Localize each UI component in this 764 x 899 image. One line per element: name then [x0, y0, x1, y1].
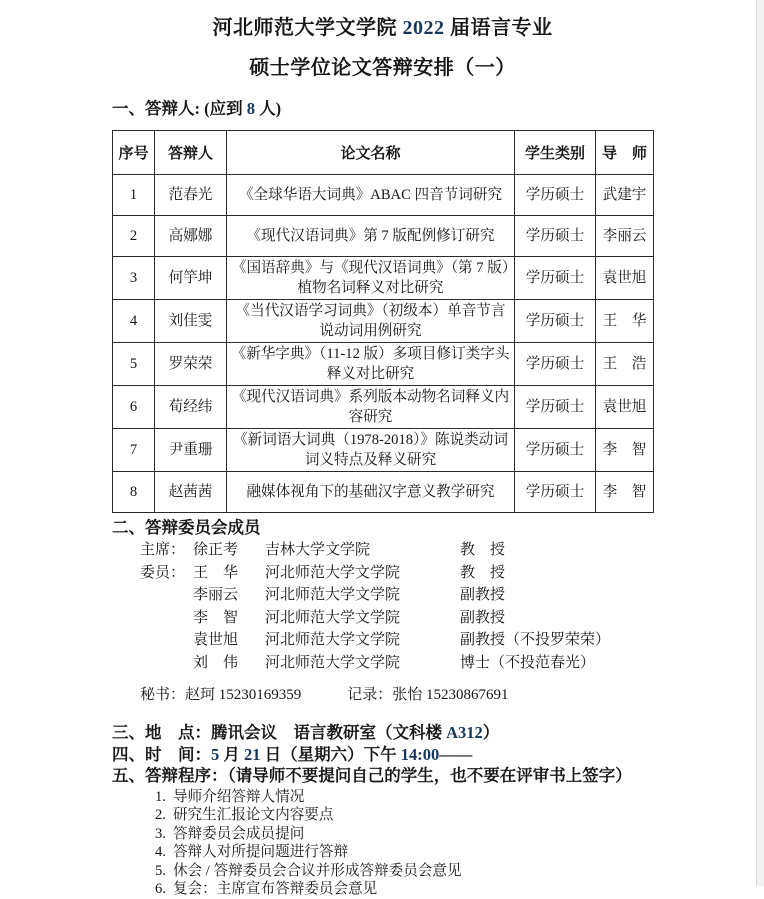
member-name: 王 华 — [193, 564, 239, 581]
recorder-label: 记录： — [347, 687, 393, 703]
procedure-heading: 五、答辩程序：（请导师不要提问自己的学生，也不要在评审书上签字） — [112, 766, 632, 785]
member-title: 副教授（不投罗荣荣） — [460, 632, 611, 648]
step-text: 研究生汇报论文内容要点 — [172, 807, 334, 823]
cell-thesis: 《国语辞典》与《现代汉语词典》（第 7 版）植物名词释义对比研究 — [227, 257, 515, 300]
cell-no: 3 — [113, 257, 155, 300]
member-title: 博士（不投范春光） — [460, 654, 596, 671]
cell-supervisor: 李 智 — [596, 472, 654, 513]
member-role-label: 委员： — [140, 564, 186, 581]
member-org: 河北师范大学文学院 — [265, 564, 401, 581]
committee-heading: 二、答辩委员会成员 — [112, 518, 261, 537]
member-title: 教 授 — [460, 564, 506, 581]
member-name: 李丽云 — [193, 587, 239, 603]
cell-supervisor: 李丽云 — [596, 216, 654, 257]
time-clock: 14:00 — [400, 744, 440, 764]
cell-name: 刘佳雯 — [155, 300, 227, 343]
time-day: 5 — [211, 744, 220, 764]
page-edge-shadow — [756, 0, 764, 886]
time-line — [112, 744, 653, 766]
cell-no: 2 — [113, 216, 155, 257]
member-name: 李 智 — [193, 609, 239, 626]
section1-heading — [112, 98, 653, 120]
step-number: 5. — [155, 862, 166, 879]
secretary-name-phone: 赵珂 15230169359 — [185, 687, 302, 703]
step-number: 6. — [155, 881, 166, 897]
step-text: 导师介绍答辩人情况 — [172, 788, 305, 805]
member-title: 副教授 — [460, 587, 506, 603]
table-row — [113, 343, 654, 386]
col-header-name: 答辩人 — [155, 131, 227, 175]
procedure-step — [155, 825, 653, 844]
cell-no: 1 — [113, 175, 155, 216]
location-room: A312 — [446, 723, 483, 742]
member-org: 河北师范大学文学院 — [265, 609, 401, 626]
table-row — [113, 472, 654, 513]
committee-member-row — [112, 652, 653, 675]
table-row — [113, 300, 654, 343]
recorder-name-phone: 张怡 15230867691 — [392, 687, 509, 703]
col-header-category: 学生类别 — [515, 131, 596, 175]
secretary-label: 秘书： — [140, 687, 186, 703]
procedure-step — [155, 788, 653, 807]
cell-name: 高娜娜 — [155, 216, 227, 257]
cell-name: 范春光 — [155, 175, 227, 216]
info-lines — [112, 722, 653, 787]
section1-count: 8 — [246, 99, 255, 118]
cell-category: 学历硕士 — [515, 175, 596, 216]
title-year: 2022 — [402, 17, 445, 39]
procedure-step — [155, 806, 653, 825]
section1-heading-text: 一、答辩人: (应到 — [112, 99, 247, 118]
cell-category: 学历硕士 — [515, 472, 596, 513]
cell-supervisor: 袁世旭 — [596, 257, 654, 300]
member-name: 刘 伟 — [193, 654, 239, 671]
member-org: 河北师范大学文学院 — [265, 632, 401, 648]
member-role-label: 主席： — [140, 542, 186, 558]
member-name: 徐正考 — [193, 542, 239, 558]
cell-thesis: 《新词语大词典（1978-2018）》陈说类动词词义特点及释义研究 — [227, 429, 515, 472]
time-date: 21 — [244, 744, 261, 764]
member-title: 教 授 — [460, 542, 506, 558]
time-dash: —— — [439, 744, 473, 764]
procedure-steps — [112, 788, 653, 899]
cell-category: 学历硕士 — [515, 257, 596, 300]
cell-name: 赵茜茜 — [155, 472, 227, 513]
table-row — [113, 386, 654, 429]
time-text: 四、时 间： — [112, 744, 211, 764]
cell-supervisor: 袁世旭 — [596, 386, 654, 429]
cell-no: 6 — [113, 386, 155, 429]
cell-no: 8 — [113, 472, 155, 513]
step-number: 3. — [155, 825, 166, 842]
member-org: 河北师范大学文学院 — [265, 654, 401, 671]
step-number: 1. — [155, 788, 166, 805]
cell-name: 荀经纬 — [155, 386, 227, 429]
procedure-step — [155, 843, 653, 862]
cell-category: 学历硕士 — [515, 343, 596, 386]
time-text3: 日（星期六）下午 — [260, 744, 401, 764]
table-row — [113, 175, 654, 216]
col-header-supervisor: 导 师 — [596, 131, 654, 175]
step-number: 4. — [155, 844, 166, 860]
member-org: 河北师范大学文学院 — [265, 587, 401, 603]
cell-supervisor: 李 智 — [596, 429, 654, 472]
cell-name: 何竽坤 — [155, 257, 227, 300]
col-header-thesis: 论文名称 — [227, 131, 515, 175]
member-org: 吉林大学文学院 — [265, 542, 371, 558]
cell-category: 学历硕士 — [515, 216, 596, 257]
title-text: 河北师范大学文学院 — [212, 17, 403, 39]
step-text: 休会 / 答辩委员会合议并形成答辩委员会意见 — [172, 862, 462, 879]
committee-member-row — [112, 562, 653, 585]
committee-member-row — [112, 607, 653, 630]
table-row — [113, 429, 654, 472]
procedure-step — [155, 880, 653, 899]
cell-name: 尹重珊 — [155, 429, 227, 472]
time-text2: 月 — [219, 744, 244, 764]
location-line — [112, 722, 653, 744]
cell-thesis: 《全球华语大词典》ABAC 四音节词研究 — [227, 175, 515, 216]
step-text: 答辩人对所提问题进行答辩 — [172, 844, 349, 860]
cell-category: 学历硕士 — [515, 300, 596, 343]
step-number: 2. — [155, 807, 166, 823]
cell-thesis: 《现代汉语词典》系列版本动物名词释义内容研究 — [227, 386, 515, 429]
secretary-line — [112, 684, 653, 706]
cell-category: 学历硕士 — [515, 429, 596, 472]
table-row — [113, 257, 654, 300]
committee-member-row — [112, 584, 653, 607]
procedure-step — [155, 862, 653, 881]
table-row — [113, 216, 654, 257]
step-text: 复会：主席宣布答辩委员会意见 — [172, 881, 378, 897]
member-title: 副教授 — [460, 609, 506, 626]
cell-supervisor: 王 浩 — [596, 343, 654, 386]
committee-member-row — [112, 539, 653, 562]
document-content — [112, 8, 653, 899]
committee-section — [112, 517, 653, 706]
document-title-line1 — [112, 8, 653, 48]
cell-thesis: 融媒体视角下的基础汉字意义教学研究 — [227, 472, 515, 513]
cell-no: 4 — [113, 300, 155, 343]
cell-no: 5 — [113, 343, 155, 386]
cell-name: 罗荣荣 — [155, 343, 227, 386]
location-text-tail: ） — [482, 723, 500, 742]
cell-supervisor: 武建宇 — [596, 175, 654, 216]
defense-table — [112, 130, 654, 513]
member-name: 袁世旭 — [193, 632, 239, 648]
col-header-no: 序号 — [113, 131, 155, 175]
committee-member-row — [112, 629, 653, 652]
document-title-line2: 硕士学位论文答辩安排（一） — [249, 57, 516, 79]
step-text: 答辩委员会成员提问 — [172, 825, 305, 842]
location-text: 三、地 点：腾讯会议 语言教研室（文科楼 — [112, 723, 447, 742]
cell-supervisor: 王 华 — [596, 300, 654, 343]
cell-category: 学历硕士 — [515, 386, 596, 429]
cell-thesis: 《新华字典》（11-12 版）多项目修订类字头释义对比研究 — [227, 343, 515, 386]
cell-no: 7 — [113, 429, 155, 472]
title-text-tail: 届语言专业 — [444, 17, 553, 39]
cell-thesis: 《当代汉语学习词典》（初级本）单音节言说动词用例研究 — [227, 300, 515, 343]
section1-heading-tail: 人) — [255, 99, 282, 118]
table-header-row — [113, 131, 654, 175]
cell-thesis: 《现代汉语词典》第 7 版配例修订研究 — [227, 216, 515, 257]
